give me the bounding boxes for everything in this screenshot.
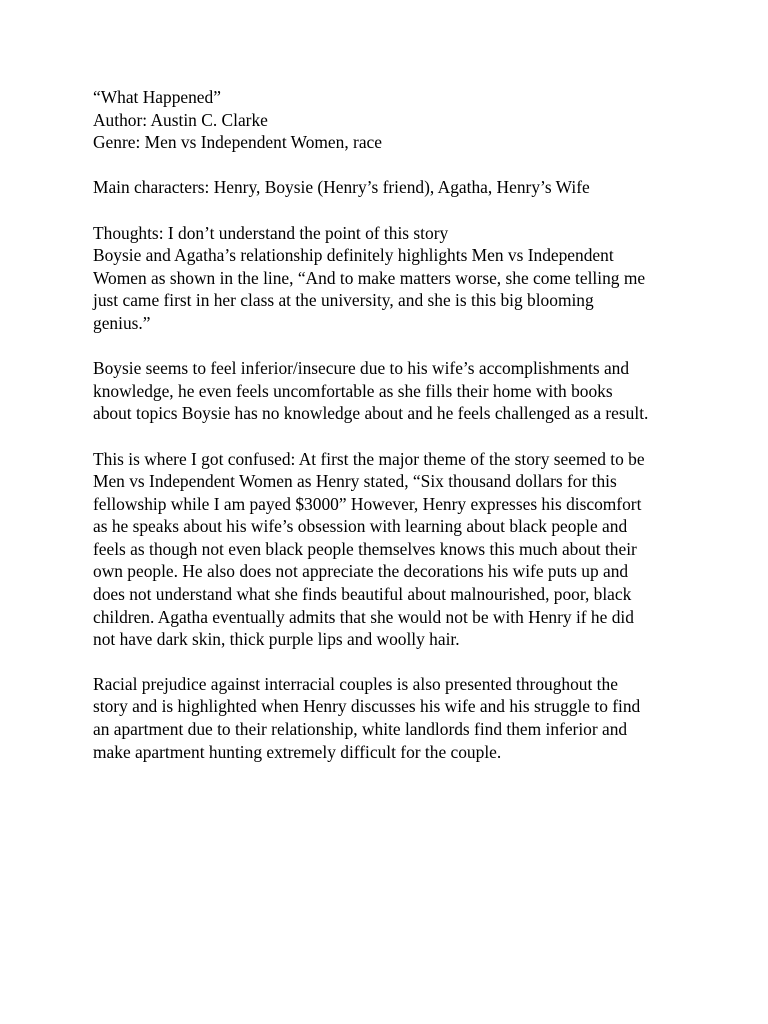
paragraph-line: not have dark skin, thick purple lips and woolly hair. xyxy=(93,629,460,650)
paragraph-line: genius.” xyxy=(93,312,151,333)
paragraph-line: Women as shown in the line, “And to make matters worse, she come telling me xyxy=(93,267,646,288)
blank-line xyxy=(93,335,683,358)
paragraph-line: feels as though not even black people themselves knows this much about their xyxy=(93,538,637,559)
paragraph-line: Racial prejudice against interracial couples is also presented throughout the xyxy=(93,673,618,694)
main-characters-line: Main characters: Henry, Boysie (Henry’s friend), Agatha, Henry’s Wife xyxy=(93,177,590,198)
paragraph-confusion xyxy=(93,448,683,651)
thoughts-line: Thoughts: I don’t understand the point of this story xyxy=(93,222,449,243)
blank-line xyxy=(93,199,683,222)
paragraph-line: just came first in her class at the university, and she is this big blooming xyxy=(93,290,594,311)
blank-line xyxy=(93,425,683,448)
paragraph-line: about topics Boysie has no knowledge about and he feels challenged as a result. xyxy=(93,403,649,424)
paragraph-inferiority xyxy=(93,357,683,425)
paragraph-line: Boysie seems to feel inferior/insecure due to his wife’s accomplishments and xyxy=(93,358,630,379)
paragraph-line: does not understand what she finds beautiful about malnourished, poor, black xyxy=(93,584,632,605)
paragraph-relationship xyxy=(93,244,683,334)
paragraph-line: an apartment due to their relationship, white landlords find them inferior and xyxy=(93,719,628,740)
story-title: “What Happened” xyxy=(93,87,221,107)
document-body xyxy=(93,86,683,763)
paragraph-line: Boysie and Agatha’s relationship definitely highlights Men vs Independent xyxy=(93,245,614,266)
paragraph-line: own people. He also does not appreciate the decorations his wife puts up and xyxy=(93,561,629,582)
paragraph-line: children. Agatha eventually admits that she would not be with Henry if he did xyxy=(93,606,634,627)
blank-line xyxy=(93,154,683,177)
paragraph-line: make apartment hunting extremely difficult for the couple. xyxy=(93,741,502,762)
genre-line: Genre: Men vs Independent Women, race xyxy=(93,132,382,153)
paragraph-line: story and is highlighted when Henry discusses his wife and his struggle to find xyxy=(93,696,641,717)
author-line: Author: Austin C. Clarke xyxy=(93,109,268,130)
paragraph-line: as he speaks about his wife’s obsession with learning about black people and xyxy=(93,516,628,537)
paragraph-line: knowledge, he even feels uncomfortable as she fills their home with books xyxy=(93,380,613,401)
paragraph-line: This is where I got confused: At first the major theme of the story seemed to be xyxy=(93,448,645,469)
paragraph-line: fellowship while I am payed $3000” However, Henry expresses his discomfort xyxy=(93,493,642,514)
blank-line xyxy=(93,651,683,673)
paragraph-line: Men vs Independent Women as Henry stated, “Six thousand dollars for this xyxy=(93,471,617,492)
paragraph-racial-prejudice xyxy=(93,673,683,763)
